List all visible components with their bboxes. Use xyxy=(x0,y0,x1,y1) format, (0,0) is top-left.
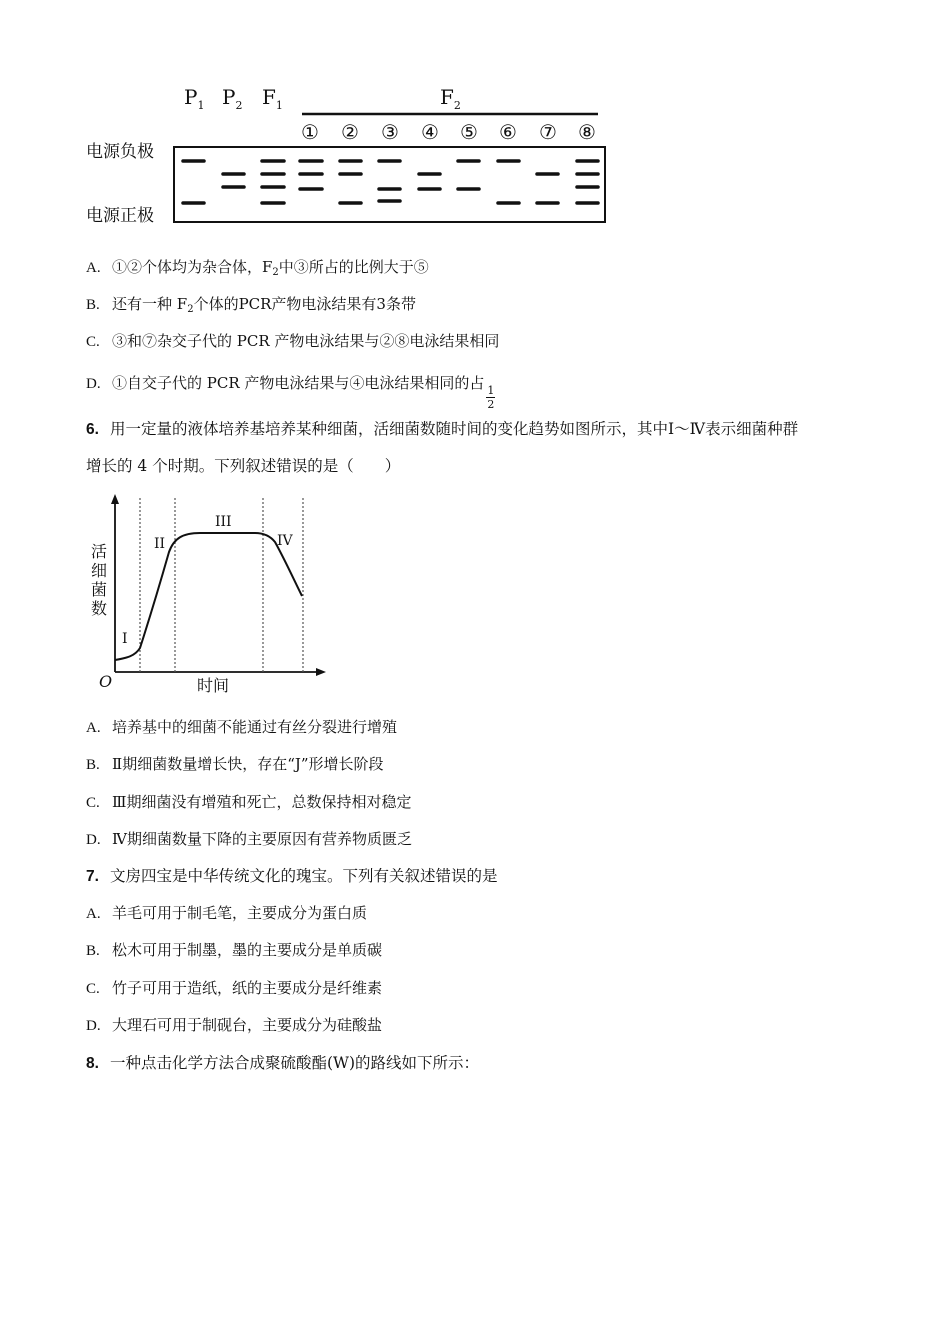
lane-label-1: ① xyxy=(301,120,319,144)
q6-option-d: D. Ⅳ期细菌数量下降的主要原因有营养物质匮乏 xyxy=(86,830,412,848)
gel-frame xyxy=(174,147,605,222)
lane-label-6: ⑥ xyxy=(499,120,517,144)
lane-label-5: ⑤ xyxy=(460,120,478,144)
q5-option-c: C. ③和⑦杂交子代的 PCR 产物电泳结果与②⑧电泳结果相同 xyxy=(86,332,500,350)
gel-electrophoresis-figure xyxy=(80,80,620,230)
q6-option-c: C. Ⅲ期细菌没有增殖和死亡，总数保持相对稳定 xyxy=(86,793,412,811)
fraction-one-half: $\frac{1}{2}$ xyxy=(487,384,495,411)
q6-option-b: B. Ⅱ期细菌数量增长快，存在“J”形增长阶段 xyxy=(86,755,384,773)
q6-option-a: A. 培养基中的细菌不能通过有丝分裂进行增殖 xyxy=(86,718,398,736)
label-p1: $P_1$ xyxy=(184,85,205,112)
q7-option-d: D. 大理石可用于制砚台，主要成分为硅酸盐 xyxy=(86,1016,383,1034)
gel-bands xyxy=(183,161,598,203)
q8-stem: 8. 一种点击化学方法合成聚硫酸酯(W)的路线如下所示： xyxy=(86,1054,480,1072)
y-axis-label-4: 数 xyxy=(91,599,108,618)
q7-option-b: B. 松木可用于制墨，墨的主要成分是单质碳 xyxy=(86,941,383,959)
bacteria-growth-curve-figure xyxy=(85,490,335,700)
q6-stem-line2: 增长的 4 个时期。下列叙述错误的是（ ） xyxy=(86,457,401,475)
q5-option-a: A. ①②个体均为杂合体，$F_2$中③所占的比例大于⑤ xyxy=(86,258,429,278)
label-f1: $F_1$ xyxy=(262,85,283,112)
growth-curve xyxy=(115,533,302,660)
x-axis-label: 时间 xyxy=(197,676,230,695)
negative-pole-label: 电源负极 xyxy=(86,142,154,162)
q5-option-b: B. 还有一种 $F_2$个体的PCR产物电泳结果有3条带 xyxy=(86,295,416,315)
phase-label-4: IV xyxy=(277,533,293,549)
phase-label-3: III xyxy=(215,514,232,530)
lane-label-4: ④ xyxy=(421,120,439,144)
lane-label-7: ⑦ xyxy=(539,120,557,144)
label-f2: $F_2$ xyxy=(440,85,461,112)
y-axis-label-3: 菌 xyxy=(91,580,108,599)
lane-label-3: ③ xyxy=(381,120,399,144)
q7-option-c: C. 竹子可用于造纸，纸的主要成分是纤维素 xyxy=(86,979,383,997)
q7-stem: 7. 文房四宝是中华传统文化的瑰宝。下列有关叙述错误的是 xyxy=(86,867,498,885)
lane-label-8: ⑧ xyxy=(578,120,596,144)
origin-label: O xyxy=(99,672,113,691)
q7-option-a: A. 羊毛可用于制毛笔，主要成分为蛋白质 xyxy=(86,904,368,922)
phase-label-2: II xyxy=(154,536,166,552)
label-p2: $P_2$ xyxy=(222,85,243,112)
q5-option-d: D. ①自交子代的 PCR 产物电泳结果与④电泳结果相同的占 $\frac{1}{2}$ xyxy=(86,374,495,411)
y-axis-label-2: 细 xyxy=(91,561,108,580)
q6-stem-line1: 6. 用一定量的液体培养基培养某种细菌，活细菌数随时间的变化趋势如图所示，其中Ⅰ～Ⅳ表示细菌种群 xyxy=(86,420,799,438)
y-axis-label-1: 活 xyxy=(91,542,108,561)
positive-pole-label: 电源正极 xyxy=(86,206,154,226)
phase-label-1: I xyxy=(122,631,128,647)
lane-label-2: ② xyxy=(341,120,359,144)
